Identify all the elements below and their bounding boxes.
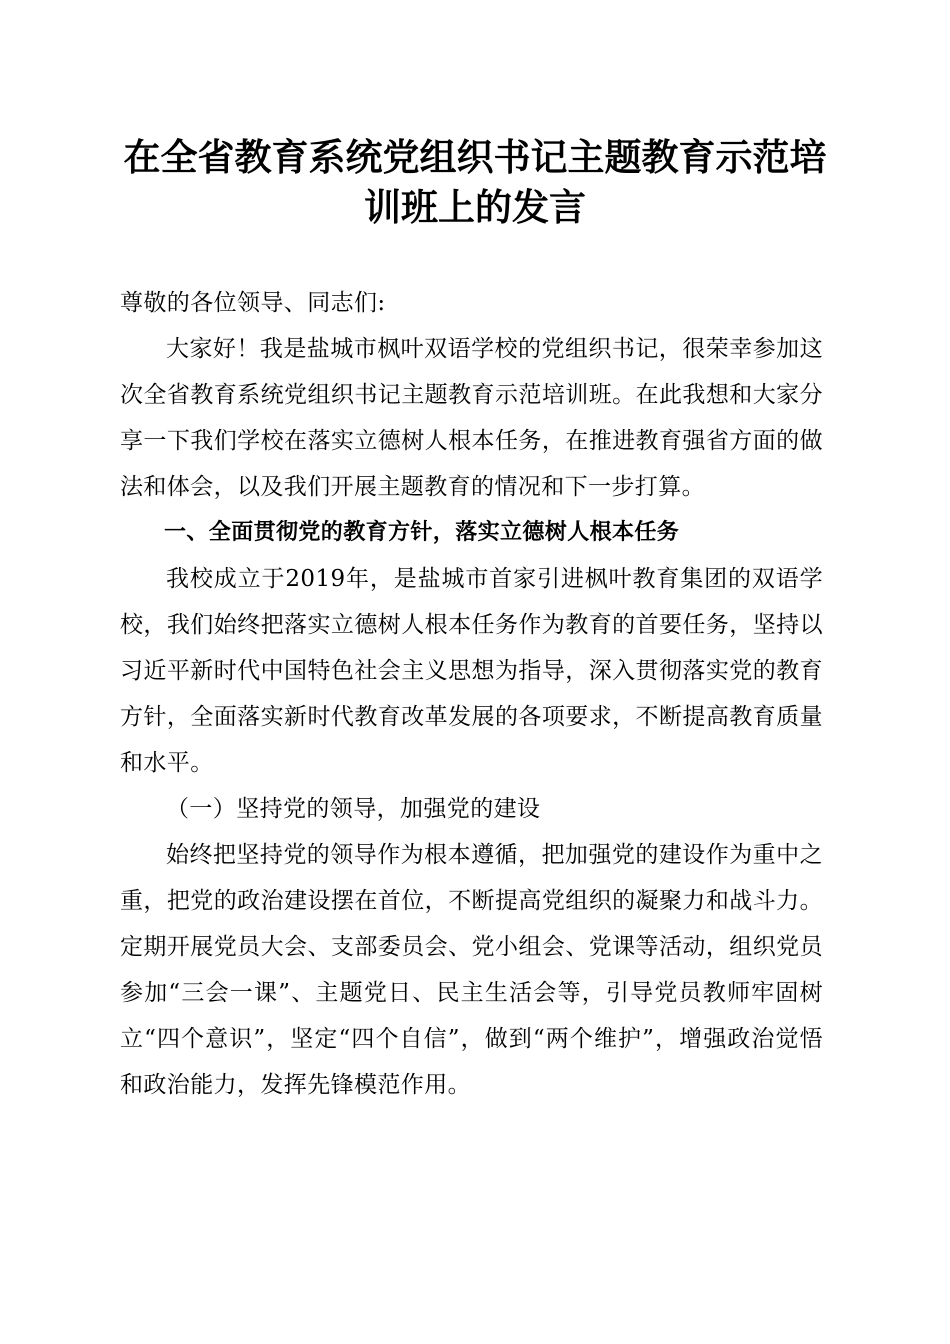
section-1-heading: 一、全面贯彻党的教育方针，落实立德树人根本任务: [164, 520, 680, 545]
salutation: 尊敬的各位领导、同志们:: [120, 290, 386, 316]
document-title: 在全省教育系统党组织书记主题教育示范培训班上的发言: [123, 135, 827, 229]
subsection-1-heading: （一）坚持党的领导，加强党的建设: [166, 796, 541, 822]
intro-paragraph: 大家好！我是盐城市枫叶双语学校的党组织书记，很荣幸参加这次全省教育系统党组织书记主题教育示范培训班。在此我想和大家分享一下我们学校在落实立德树人根本任务，在推进教育强省方面的做法和体会，以及我们开展主题教育的情况和下一步打算。: [120, 336, 823, 500]
subsection-1-paragraph: 始终把坚持党的领导作为根本遵循，把加强党的建设作为重中之重，把党的政治建设摆在首位，不断提高党组织的凝聚力和战斗力。定期开展党员大会、支部委员会、党小组会、党课等活动，组织党员参加“三会一课”、主题党日、民主生活会等，引导党员教师牢固树立“四个意识”，坚定“四个自信”，做到“两个维护”，增强政治觉悟和政治能力，发挥先锋模范作用。: [120, 842, 823, 1098]
document-body: [120, 280, 823, 1108]
section-1-paragraph: 我校成立于2019年，是盐城市首家引进枫叶教育集团的双语学校，我们始终把落实立德树人根本任务作为教育的首要任务，坚持以习近平新时代中国特色社会主义思想为指导，深入贯彻落实党的教育方针，全面落实新时代教育改革发展的各项要求，不断提高教育质量和水平。: [120, 566, 823, 776]
